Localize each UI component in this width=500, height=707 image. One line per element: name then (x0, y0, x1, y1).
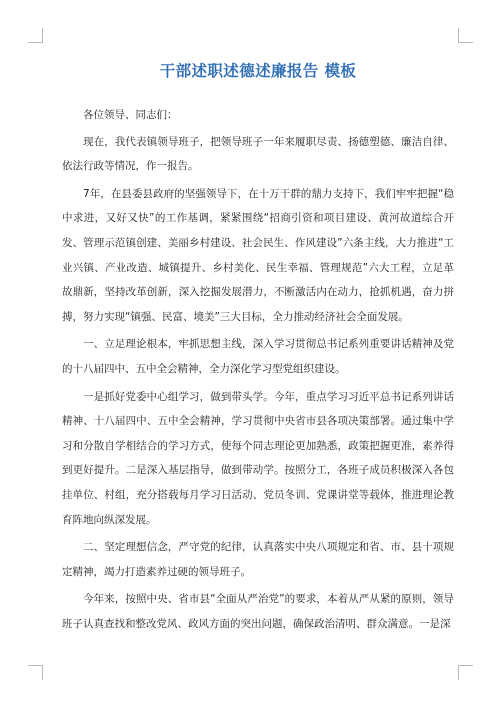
crop-mark-top-right (458, 28, 473, 43)
document-title: 干部述职述德述廉报告 模板 (159, 62, 357, 80)
paragraph-3: 一、立足理论根本，牢抓思想主线，深入学习贯彻总书记系列重要讲话精神及党的十八届四中、五中全会精神，全力深化学习型党组织建设。 (62, 338, 454, 375)
salutation: 各位领导、同志们： (83, 109, 178, 121)
crop-mark-top-left (28, 28, 43, 43)
paragraph-5: 二、坚定理想信念，严守党的纪律，认真落实中央八项规定和省、市、县十项规定精神，竭力打造素养过硬的领导班子。 (62, 541, 454, 578)
document-page (62, 60, 454, 639)
paragraph-1: 现在，我代表镇领导班子，把领导班子一年来履职尽责、扬德塑德、廉洁自律、依法行政等情况，作一报告。 (62, 135, 454, 173)
crop-mark-bottom-right (458, 665, 473, 680)
crop-mark-bottom-left (28, 665, 43, 680)
paragraph-6: 今年来，按照中央、省市县“全面从严治党”的要求，本着从严从紧的原则，领导班子认真查找和整改党风、政风方面的突出问题，确保政治清明、群众满意。一是深 (62, 593, 454, 630)
paragraph-4: 一是抓好党委中心组学习，做到带头学。今年，重点学习习近平总书记系列讲话精神、十八届四中、五中全会精神，学习贯彻中央省市县各项决策部署。通过集中学习和分散自学相结合的学习方式，使每个同志理论更加熟悉，政策把握更准，素养得到更好提升。二是深入基层指导，做到带动学。按照分工，各班子成员积极深入各包挂单位、村组，充分搭载每月学习日活动、党员冬训、党课讲堂等载体，推进理论教育阵地向纵深发展。 (62, 390, 454, 526)
paragraph-2: 7年，在县委县政府的坚强领导下，在十万干群的鼎力支持下，我们牢牢把握“稳中求进，又好又快”的工作基调，紧紧围绕“招商引资和项目建设、黄河故道综合开发、管理示范镇创建、美丽乡村建设、社会民生、作风建设”六条主线，大力推进“工业兴镇、产业改造、城镇提升、乡村美化、民生幸福、管理规范”六大工程，立足革故鼎新，坚持改革创新，深入挖掘发展潜力，不断激活内在动力，抢抓机遇，奋力拼搏，努力实现“镇强、民富、境美”三大目标，全力推动经济社会全面发展。 (62, 187, 454, 323)
